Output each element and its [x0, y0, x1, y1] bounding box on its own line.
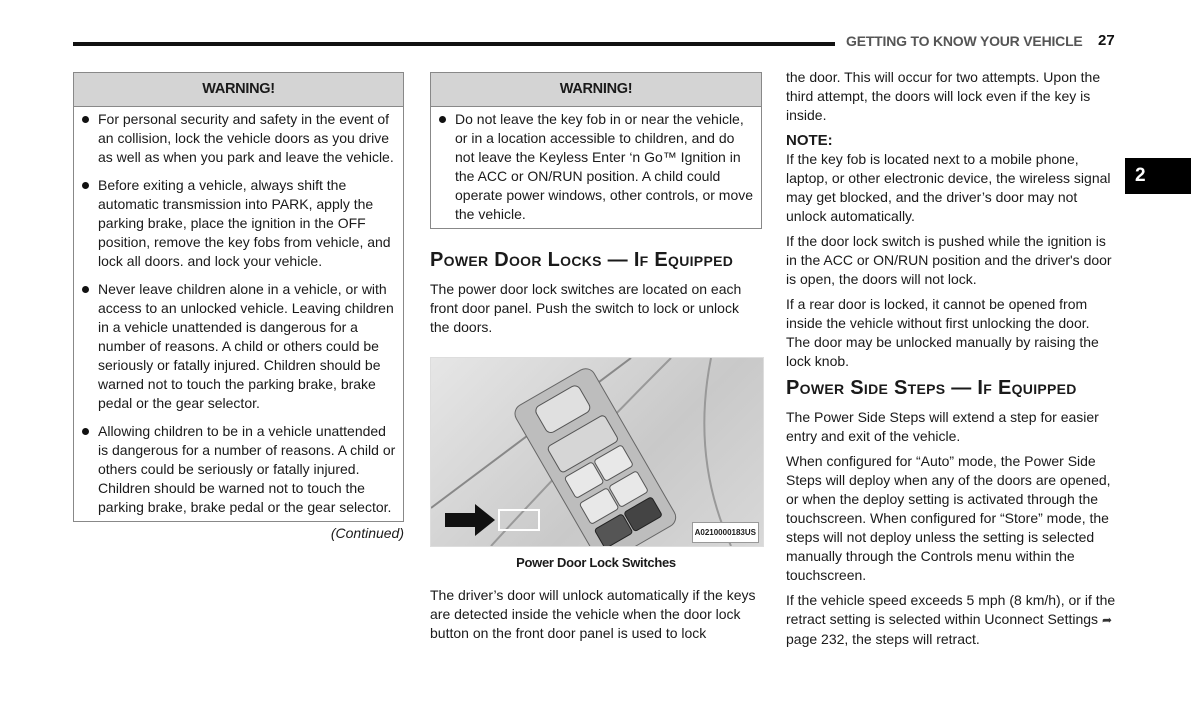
- note-label: NOTE:: [786, 132, 833, 149]
- figure-code: A0210000183US: [692, 522, 759, 543]
- column-2: [430, 72, 762, 649]
- door-lock-switch-figure: [430, 357, 764, 547]
- warning-list: [431, 107, 761, 228]
- warning-item: Do not leave the key fob in or near the vehicle, or in a location accessible to children, and do not leave the Keyless Enter ‘n Go™ Ignition in the ACC or ON/RUN position. A child could operate power windows, other controls, or move the vehicle.: [437, 110, 755, 224]
- column-3: [786, 68, 1116, 655]
- section-heading: Power Side Steps — If Equipped: [786, 377, 1077, 399]
- paragraph: the door. This will occur for two attempts. Upon the third attempt, the doors will lock even if the key is inside.: [786, 69, 1101, 123]
- door-panel-illustration: [431, 358, 763, 546]
- warning-item: Never leave children alone in a vehicle, or with access to an unlocked vehicle. Leaving children in a vehicle unattended is dangerous for a number of reasons. A child or others could be seriously or fatally injured. Children should be warned not to touch the parking brake, brake pedal or the gear selector.: [80, 280, 397, 413]
- warning-box: [430, 72, 762, 229]
- warning-item: Before exiting a vehicle, always shift the automatic transmission into PARK, apply the parking brake, place the ignition in the OFF position, remove the key fobs from vehicle, and lock all doors. and lock your vehicle.: [80, 176, 397, 271]
- bullet-icon: [439, 116, 446, 123]
- page-reference-link[interactable]: page 232: [786, 631, 845, 647]
- page-number: 27: [1098, 32, 1115, 49]
- bullet-icon: [82, 428, 89, 435]
- page-reference-arrow-icon: ➦: [1101, 613, 1112, 627]
- paragraph: The driver’s door will unlock automatically if the keys are detected inside the vehicle when the door lock button on the front door panel is used to lock: [430, 587, 756, 641]
- paragraph: When configured for “Auto” mode, the Power Side Steps will deploy when any of the doors are opened, or when the deploy setting is activated through the touchscreen. When configured for “Store” mode, the steps will not deploy unless the setting is selected manually through the Controls menu within the touchscreen.: [786, 453, 1111, 583]
- warning-box: [73, 72, 404, 522]
- header-rule: [73, 42, 835, 46]
- paragraph: If the vehicle speed exceeds 5 mph (8 km/h), or if the retract setting is selected within Uconnect Settings ➦ page 232, the steps will retract.: [786, 592, 1116, 647]
- figure-caption: Power Door Lock Switches: [516, 555, 676, 570]
- section-heading: Power Door Locks — If Equipped: [430, 249, 734, 271]
- bullet-icon: [82, 182, 89, 189]
- warning-list: [74, 107, 403, 521]
- section-title: GETTING TO KNOW YOUR VEHICLE: [846, 33, 1083, 49]
- warning-item: Allowing children to be in a vehicle unattended is dangerous for a number of reasons. A child or others could be seriously or fatally injured. Children should be warned not to touch the parking brake, brake pedal or the gear selector.: [80, 422, 397, 517]
- chapter-tab[interactable]: 2: [1125, 158, 1191, 194]
- column-1: [73, 72, 404, 543]
- continued-label: (Continued): [330, 525, 404, 541]
- bullet-icon: [82, 116, 89, 123]
- paragraph: If the door lock switch is pushed while the ignition is in the ACC or ON/RUN position and the driver's door is open, the doors will not lock.: [786, 233, 1112, 287]
- paragraph: If a rear door is locked, it cannot be opened from inside the vehicle without first unlocking the door. The door may be unlocked manually by raising the lock knob.: [786, 296, 1099, 369]
- warning-title: WARNING!: [74, 73, 403, 107]
- warning-item: For personal security and safety in the event of an collision, lock the vehicle doors as you drive as well as when you park and leave the vehicle.: [80, 110, 397, 167]
- bullet-icon: [82, 286, 89, 293]
- warning-title: WARNING!: [431, 73, 761, 107]
- paragraph: The power door lock switches are located on each front door panel. Push the switch to lock or unlock the doors.: [430, 281, 742, 335]
- note-text: If the key fob is located next to a mobile phone, laptop, or other electronic device, the wireless signal may get blocked, and the driver’s door may not unlock automatically.: [786, 151, 1111, 224]
- paragraph: The Power Side Steps will extend a step for easier entry and exit of the vehicle.: [786, 409, 1099, 444]
